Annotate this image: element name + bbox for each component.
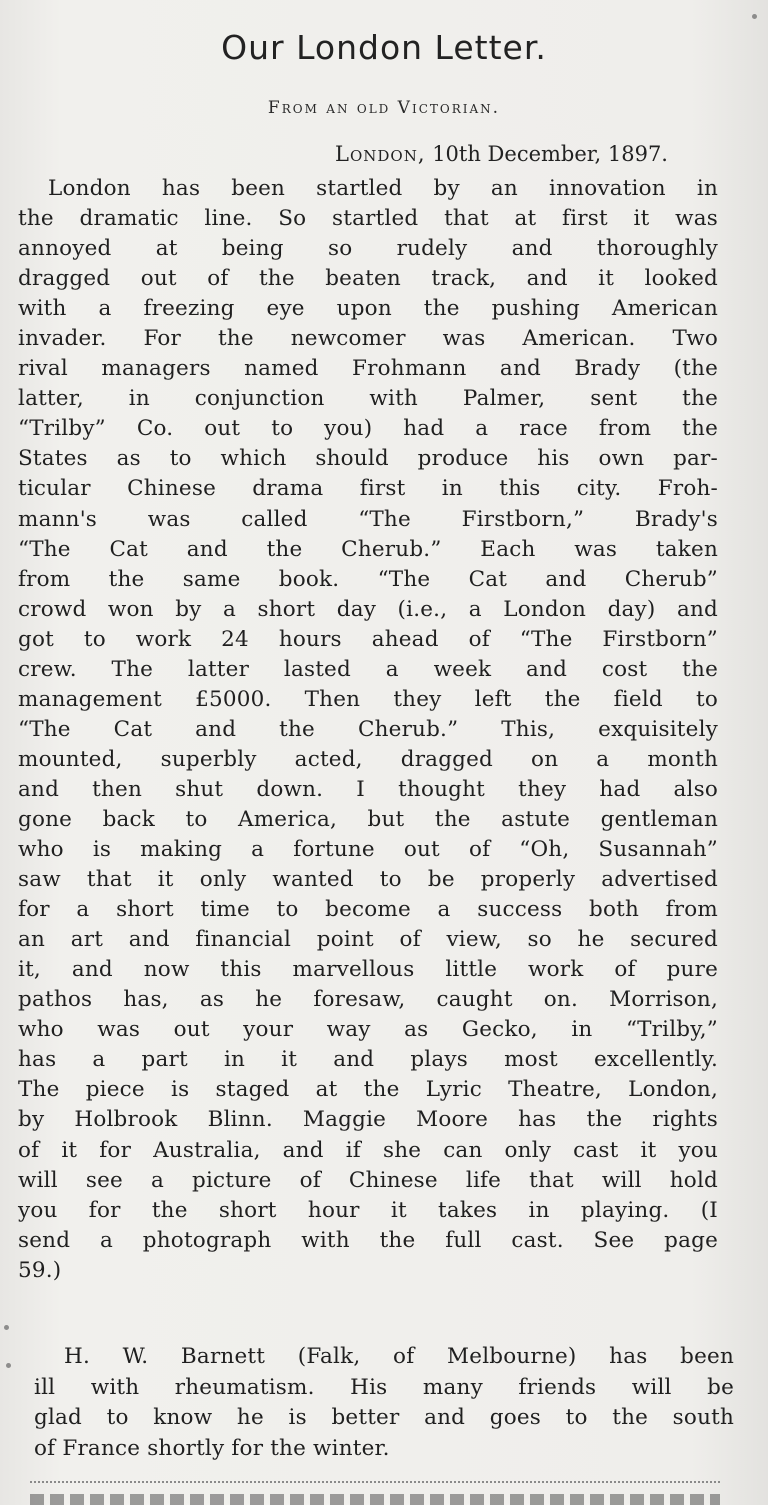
text-line: The piece is staged at the Lyric Theatre, London, xyxy=(18,1077,718,1103)
text-line: the dramatic line. So startled that at first it was xyxy=(18,206,718,232)
text-line: with a freezing eye upon the pushing American xyxy=(18,296,718,322)
cutoff-text-fragment xyxy=(30,1494,720,1505)
text-line: of it for Australia, and if she can only cast it you xyxy=(18,1137,718,1163)
text-line: of France shortly for the winter. xyxy=(34,1435,390,1461)
text-line: pathos has, as he foresaw, caught on. Morrison, xyxy=(18,987,718,1013)
text-line: H. W. Barnett (Falk, of Melbourne) has been xyxy=(64,1344,734,1369)
text-line: “Trilby” Co. out to you) had a race from the xyxy=(18,416,718,442)
text-line: management £5000. Then they left the field to xyxy=(18,686,718,712)
paragraph-2 xyxy=(34,1342,734,1464)
text-line: ticular Chinese drama first in this city. Froh- xyxy=(18,476,718,502)
text-line: send a photograph with the full cast. See page xyxy=(18,1227,718,1253)
text-line: London has been startled by an innovation in xyxy=(48,176,718,201)
text-line: glad to know he is better and goes to the south xyxy=(34,1405,734,1430)
text-line: who was out your way as Gecko, in “Trilby,” xyxy=(18,1017,718,1043)
text-line: invader. For the newcomer was American. Two xyxy=(18,326,718,352)
print-speck xyxy=(4,1325,9,1330)
text-line: “The Cat and the Cherub.” This, exquisitely xyxy=(18,716,718,742)
text-line: from the same book. “The Cat and Cherub” xyxy=(18,566,718,592)
text-line: mounted, superbly acted, dragged on a month xyxy=(18,746,718,772)
article-byline: From an old Victorian. xyxy=(267,98,501,118)
print-speck xyxy=(752,14,757,19)
text-line: you for the short hour it takes in playing. (I xyxy=(18,1197,718,1223)
text-line: gone back to America, but the astute gentleman xyxy=(18,806,718,832)
text-line: and then shut down. I thought they had also xyxy=(18,776,718,802)
paragraph-1 xyxy=(18,174,718,1286)
text-line: dragged out of the beaten track, and it looked xyxy=(18,266,718,292)
print-speck xyxy=(6,1363,11,1368)
text-line: annoyed at being so rudely and thoroughly xyxy=(18,236,718,262)
text-line: an art and financial point of view, so he secured xyxy=(18,927,718,953)
column-rule xyxy=(30,1481,720,1483)
text-line: crowd won by a short day (i.e., a London day) and xyxy=(18,596,718,622)
text-line: who is making a fortune out of “Oh, Susannah” xyxy=(18,837,718,863)
text-line: rival managers named Frohmann and Brady (the xyxy=(18,356,718,382)
text-line: latter, in conjunction with Palmer, sent the xyxy=(18,386,718,412)
text-line: it, and now this marvellous little work of pure xyxy=(18,957,718,983)
dateline xyxy=(335,142,668,166)
text-line: has a part in it and plays most excellently. xyxy=(18,1047,718,1073)
text-line: for a short time to become a success both from xyxy=(18,897,718,923)
text-line: will see a picture of Chinese life that will hold xyxy=(18,1167,718,1193)
text-line: got to work 24 hours ahead of “The Firstborn” xyxy=(18,626,718,652)
text-line: by Holbrook Blinn. Maggie Moore has the rights xyxy=(18,1107,718,1133)
text-line: “The Cat and the Cherub.” Each was taken xyxy=(18,536,718,562)
article-title: Our London Letter. xyxy=(221,28,547,67)
text-line: States as to which should produce his own par- xyxy=(18,446,718,472)
text-line: 59.) xyxy=(18,1257,62,1283)
text-line: saw that it only wanted to be properly advertised xyxy=(18,867,718,893)
text-line: ill with rheumatism. His many friends will be xyxy=(34,1374,734,1400)
text-line: crew. The latter lasted a week and cost the xyxy=(18,656,718,682)
text-line: mann's was called “The Firstborn,” Brady's xyxy=(18,506,718,532)
dateline-date: 10th December, 1897. xyxy=(432,142,668,166)
dateline-place: London, xyxy=(335,142,426,166)
